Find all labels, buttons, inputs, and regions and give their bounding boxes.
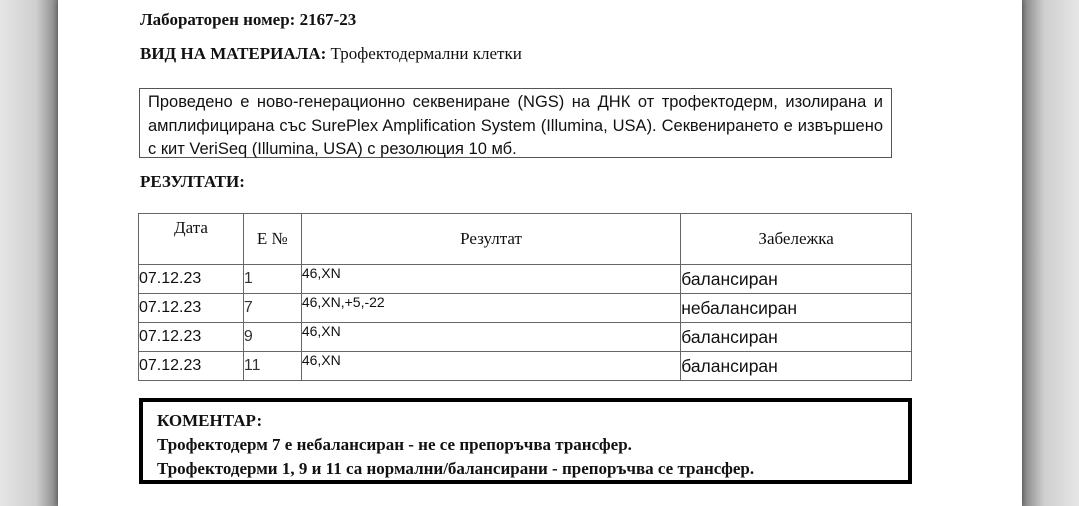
cell-note: балансиран	[681, 323, 912, 352]
cell-date: 07.12.23	[139, 352, 244, 381]
comment-title: КОМЕНТАР:	[157, 411, 263, 430]
cell-note: балансиран	[681, 265, 912, 294]
material-value: Трофектодермални клетки	[330, 44, 522, 63]
table-header-row	[139, 214, 912, 265]
table-row	[139, 352, 912, 381]
cell-note: балансиран	[681, 352, 912, 381]
cell-embryo-number: 1	[243, 265, 301, 294]
cell-date: 07.12.23	[139, 323, 244, 352]
header-note: Забележка	[681, 214, 912, 265]
cell-note: небалансиран	[681, 294, 912, 323]
table-row	[139, 323, 912, 352]
document-page	[58, 0, 1022, 506]
viewer-background-right	[1021, 0, 1079, 506]
header-embryo-number: Е №	[243, 214, 301, 265]
results-title: РЕЗУЛТАТИ:	[140, 172, 245, 191]
results-table	[138, 213, 912, 381]
cell-result: 46,XN	[301, 323, 680, 352]
header-date: Дата	[139, 214, 244, 265]
cell-result: 46,XN	[301, 265, 680, 294]
comment-line: Трофектодерм 7 е небалансиран - не се препоръчва трансфер.	[157, 435, 632, 454]
lab-number: Лабораторен номер: 2167-23	[140, 10, 357, 29]
cell-result: 46,XN	[301, 352, 680, 381]
table-row	[139, 294, 912, 323]
table-row	[139, 265, 912, 294]
cell-date: 07.12.23	[139, 265, 244, 294]
comment-line: Трофектодерми 1, 9 и 11 са нормални/балансирани - препоръчва се трансфер.	[157, 459, 755, 478]
cell-date: 07.12.23	[139, 294, 244, 323]
viewer-background-left	[0, 0, 60, 506]
material-label: ВИД НА МАТЕРИАЛА:	[140, 44, 327, 63]
cell-result: 46,XN,+5,-22	[301, 294, 680, 323]
method-description: Проведено е ново-генерационно секвениране (NGS) на ДНК от трофектодерм, изолирана и амплифицирана със SurePlex Amplification System (Illumina, USA). Секвенирането е извършено с кит VeriSeq (Illumina, USA) с резолюция 10 мб.	[139, 88, 892, 158]
cell-embryo-number: 7	[243, 294, 301, 323]
material-line	[140, 44, 522, 64]
cell-embryo-number: 11	[243, 352, 301, 381]
header-result: Резултат	[301, 214, 680, 265]
comment-box	[139, 398, 912, 484]
cell-embryo-number: 9	[243, 323, 301, 352]
